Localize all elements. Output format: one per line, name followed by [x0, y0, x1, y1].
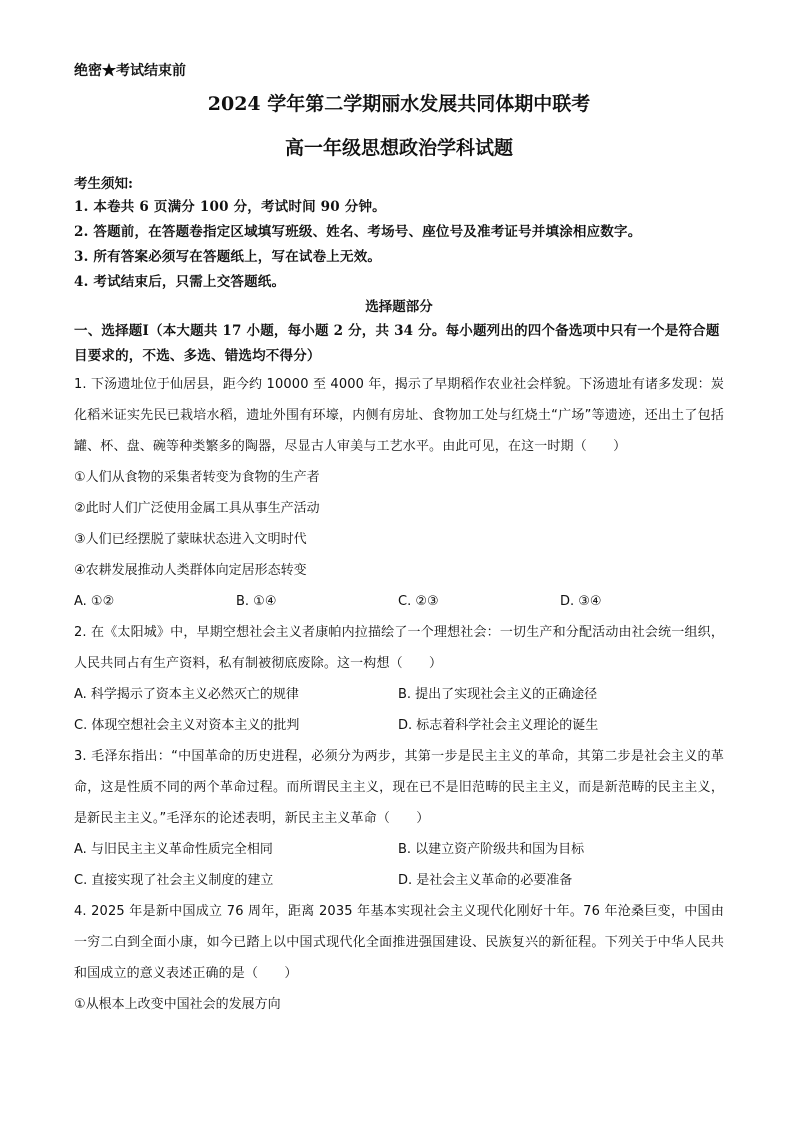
secret-mark: 绝密★考试结束前 [74, 63, 186, 79]
option-c: C. 直接实现了社会主义制度的建立 [74, 873, 274, 888]
question-2 [74, 617, 724, 741]
question-3 [74, 741, 724, 896]
option-c: C. ②③ [398, 594, 439, 609]
exam-title: 2024 学年第二学期丽水发展共同体期中联考 [207, 93, 591, 115]
notice-item: 2. 答题前，在答题卷指定区域填写班级、姓名、考场号、座位号及准考证号并填涂相应数字。 [74, 224, 642, 240]
statement: ②此时人们广泛使用金属工具从事生产活动 [74, 501, 320, 516]
question-stem: 4. 2025 年是新中国成立 76 周年，距离 2035 年基本实现社会主义现代化刚好十年。76 年沧桑巨变，中国由一穷二白到全面小康，如今已踏上以中国式现代化全面推进强国建设、民族复兴的新征程。下列关于中华人民共和国成立的意义表述正确的是（ ） [74, 904, 724, 981]
part-title: 选择题部分 [365, 299, 433, 315]
statement: ①从根本上改变中国社会的发展方向 [74, 997, 281, 1012]
option-c: C. 体现空想社会主义对资本主义的批判 [74, 718, 300, 733]
option-d: D. 标志着科学社会主义理论的诞生 [398, 718, 599, 733]
question-stem: 3. 毛泽东指出：“中国革命的历史进程，必须分为两步，其第一步是民主主义的革命，其第二步是社会主义的革命，这是性质不同的两个革命过程。而所谓民主主义，现在已不是旧范畴的民主主义，而是新范畴的民主主义，是新民主主义。”毛泽东的论述表明，新民主主义革命（ ） [74, 749, 724, 826]
option-b: B. 以建立资产阶级共和国为目标 [398, 842, 585, 857]
answer-options [74, 586, 724, 617]
question-stem: 2. 在《太阳城》中，早期空想社会主义者康帕内拉描绘了一个理想社会：一切生产和分配活动由社会统一组织，人民共同占有生产资料，私有制被彻底废除。这一构想（ ） [74, 625, 724, 671]
section-heading: 一、选择题Ⅰ（本大题共 17 小题，每小题 2 分，共 34 分。每小题列出的四个备选项中只有一个是符合题目要求的，不选、多选、错选均不得分） [74, 323, 720, 364]
answer-options [74, 679, 724, 741]
question-1 [74, 369, 724, 617]
option-a: A. 科学揭示了资本主义必然灭亡的规律 [74, 687, 299, 702]
notice-heading: 考生须知: [74, 176, 133, 192]
answer-options [74, 834, 724, 896]
notice-item: 4. 考试结束后，只需上交答题纸。 [74, 274, 286, 290]
exam-subtitle: 高一年级思想政治学科试题 [284, 137, 513, 159]
candidate-notice [74, 174, 724, 295]
question-stem: 1. 下汤遗址位于仙居县，距今约 10000 至 4000 年，揭示了早期稻作农业社会样貌。下汤遗址有诸多发现：炭化稻米证实先民已栽培水稻，遗址外围有环壕，内侧有房址、食物加工处与红烧土“广场”等遗迹，还出土了包括罐、杯、盘、碗等种类繁多的陶器，尽显古人审美与工艺水平。由此可见，在这一时期（ ） [74, 377, 724, 454]
option-b: B. ①④ [236, 594, 277, 609]
notice-item: 1. 本卷共 6 页满分 100 分，考试时间 90 分钟。 [74, 199, 386, 215]
option-d: D. ③④ [560, 594, 602, 609]
option-a: A. ①② [74, 594, 115, 609]
option-d: D. 是社会主义革命的必要准备 [398, 873, 573, 888]
statement: ④农耕发展推动人类群体向定居形态转变 [74, 563, 307, 578]
statement: ①人们从食物的采集者转变为食物的生产者 [74, 470, 320, 485]
option-b: B. 提出了实现社会主义的正确途径 [398, 687, 598, 702]
notice-item: 3. 所有答案必须写在答题纸上，写在试卷上无效。 [74, 249, 382, 265]
statement: ③人们已经摆脱了蒙昧状态进入文明时代 [74, 532, 307, 547]
question-4 [74, 896, 724, 1020]
option-a: A. 与旧民主主义革命性质完全相同 [74, 842, 273, 857]
